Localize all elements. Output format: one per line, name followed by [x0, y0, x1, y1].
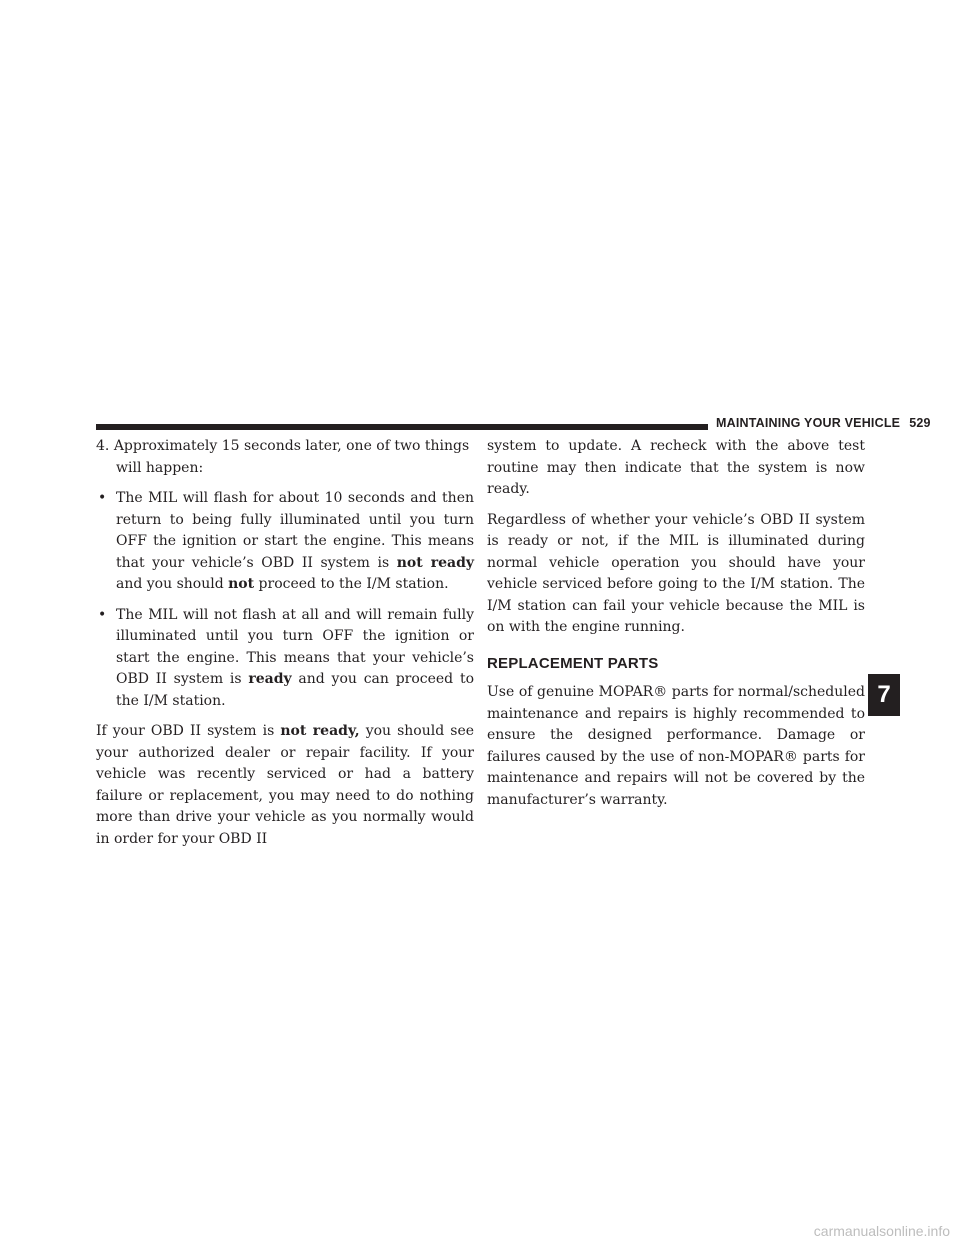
- numbered-step-4: [96, 436, 474, 479]
- paragraph-system-update: system to update. A recheck with the above test routine may then indicate that the system is now ready.: [487, 438, 865, 497]
- bullet-item-ready: • The MIL will not flash at all and will remain fully illuminated until you turn OFF the ignition or start the engine. This means that your vehicle’s OBD II system is ready and you can proceed to the I/M station.: [98, 606, 474, 709]
- bullet-icon: •: [98, 606, 107, 623]
- bold-not: not: [228, 576, 255, 592]
- paragraph-replacement-parts: Use of genuine MOPAR® parts for normal/scheduled maintenance and repairs is highly recommended to ensure the designed performance. Damage or failures caused by the use of non-MOPAR® parts for maintenance and repairs will not be covered by the manufacturer’s warranty.: [487, 684, 865, 808]
- header-rule: [96, 424, 708, 430]
- bold-not-ready: not ready: [396, 554, 475, 571]
- paragraph-mil-illuminated: Regardless of whether your vehicle’s OBD II system is ready or not, if the MIL is illuminated during normal vehicle operation you should have your vehicle serviced before going to the I/M station. The I/M station can fail your vehicle because the MIL is on with the engine running.: [487, 511, 865, 635]
- watermark: carmanualsonline.info: [813, 1223, 950, 1239]
- section-title: MAINTAINING YOUR VEHICLE: [716, 416, 901, 430]
- chapter-tab: 7: [868, 674, 900, 716]
- bullet-icon: •: [98, 490, 107, 506]
- step-number: 4.: [96, 438, 110, 454]
- bullet-item-not-ready: • The MIL will flash for about 10 seconds and then return to being fully illuminated until you turn OFF the ignition or start the engine. This means that your vehicle’s OBD II system is not ready and you should not proceed to the I/M station.: [98, 490, 475, 592]
- bold-not-ready-comma: not ready,: [280, 723, 360, 739]
- right-column: [487, 436, 865, 820]
- bold-ready: ready: [248, 671, 292, 687]
- page-number: 529: [909, 416, 931, 430]
- section-heading: REPLACEMENT PARTS: [487, 654, 659, 672]
- running-header: [716, 416, 931, 430]
- left-column: [96, 436, 474, 859]
- paragraph-not-ready: If your OBD II system is not ready, you should see your authorized dealer or repair facility. If your vehicle was recently serviced or had a battery failure or replacement, you may need to do nothing more than drive your vehicle as you normally would in order for your OBD II: [96, 723, 475, 847]
- step-text: Approximately 15 seconds later, one of two things will happen:: [113, 438, 470, 476]
